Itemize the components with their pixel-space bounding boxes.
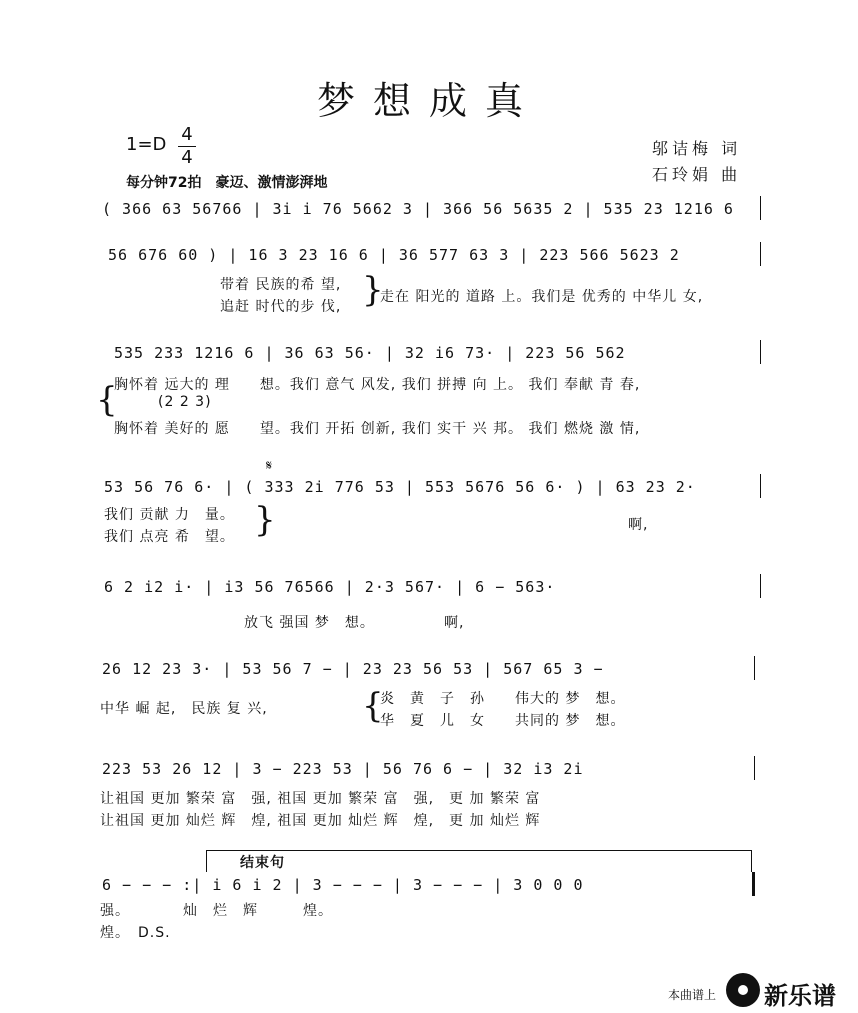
lyric-line-2-verse-1: 带着 民族的希 望, bbox=[220, 277, 342, 293]
lyric-line-6-verse-1: 炎 黄 子 孙 伟大的 梦 想。 bbox=[380, 691, 626, 707]
verse-brace: } bbox=[254, 500, 276, 540]
footer-caption: 本曲谱上 bbox=[668, 988, 717, 1002]
key-signature: 1=D bbox=[126, 134, 167, 155]
barline bbox=[754, 656, 755, 680]
lyric-line-2-verse-2: 追赶 时代的步 伐, bbox=[220, 299, 342, 315]
lyric-line-6-verse-2: 华 夏 儿 女 共同的 梦 想。 bbox=[380, 713, 626, 729]
lyricist-credit: 邬诘梅 词 bbox=[652, 139, 742, 158]
lyric-line-4-verse-2: 我们 点亮 希 望。 bbox=[104, 529, 235, 545]
lyric-line-3-alt-notes: (2 2 3) bbox=[158, 394, 212, 410]
lyric-line-6-main: 中华 崛 起, 民族 复 兴, bbox=[100, 701, 268, 717]
ending-label: 结束句 bbox=[240, 855, 285, 871]
lyric-line-4-ah: 啊, bbox=[628, 517, 649, 533]
lyric-line-7-verse-1: 让祖国 更加 繁荣 富 强, 祖国 更加 繁荣 富 强, 更 加 繁荣 富 bbox=[100, 791, 541, 807]
verse-brace: { bbox=[96, 380, 118, 420]
lyric-line-5-main: 放飞 强国 梦 想。 bbox=[244, 615, 375, 631]
lyric-line-3-verse-2: 胸怀着 美好的 愿 望。我们 开拓 创新, 我们 实干 兴 邦。 我们 燃烧 激 情, bbox=[114, 421, 641, 437]
barline bbox=[760, 196, 761, 220]
final-barline bbox=[752, 872, 755, 896]
ending-bracket-top bbox=[206, 850, 752, 851]
ending-bracket-left bbox=[206, 850, 207, 872]
vinyl-record-icon bbox=[726, 973, 760, 1007]
lyric-line-8-verse-1: 强。 灿 烂 辉 煌。 bbox=[100, 903, 333, 919]
verse-brace: { bbox=[362, 686, 384, 726]
barline bbox=[760, 242, 761, 266]
ending-bracket-right bbox=[751, 850, 752, 872]
notation-line-5: 6 2 i2 i· | i3 56 76566 | 2·3 567· | 6 − 563· bbox=[104, 578, 556, 596]
tempo-marking: 每分钟72拍 豪迈、激情澎湃地 bbox=[126, 175, 328, 191]
lyric-line-4-verse-1: 我们 贡献 力 量。 bbox=[104, 507, 235, 523]
notation-line-1: ( 366 63 56766 | 3i i 76 5662 3 | 366 56 5635 2 | 535 23 1216 6 bbox=[102, 200, 734, 218]
notation-line-6: 26 12 23 3· | 53 56 7 − | 23 23 56 53 | 567 65 3 − bbox=[102, 660, 604, 678]
notation-line-3: 535 233 1216 6 | 36 63 56· | 32 i6 73· | 223 56 562 bbox=[114, 344, 626, 362]
composer-credit: 石玲娟 曲 bbox=[652, 165, 742, 184]
verse-brace: } bbox=[362, 270, 384, 310]
notation-line-4: 53 56 76 6· | ( 333 2i 776 53 | 553 5676 56 6· ) | 63 23 2· bbox=[104, 478, 696, 496]
barline bbox=[760, 474, 761, 498]
time-signature-bottom: 4 bbox=[178, 146, 196, 169]
lyric-line-5-ah: 啊, bbox=[444, 615, 465, 631]
notation-line-7: 223 53 26 12 | 3 − 223 53 | 56 76 6 − | 32 i3 2i bbox=[102, 760, 584, 778]
lyric-line-2-shared: 走在 阳光的 道路 上。我们是 优秀的 中华儿 女, bbox=[380, 289, 704, 305]
notation-line-2: 56 676 60 ) | 16 3 23 16 6 | 36 577 63 3 | 223 566 5623 2 bbox=[108, 246, 680, 264]
segno-sign: 𝄋 bbox=[266, 458, 273, 474]
barline bbox=[754, 756, 755, 780]
lyric-line-7-verse-2: 让祖国 更加 灿烂 辉 煌, 祖国 更加 灿烂 辉 煌, 更 加 灿烂 辉 bbox=[100, 813, 541, 829]
barline bbox=[760, 574, 761, 598]
time-signature bbox=[178, 124, 196, 169]
song-title: 梦想成真 bbox=[316, 79, 541, 123]
barline bbox=[760, 340, 761, 364]
brand-logo-text: 新乐谱 bbox=[764, 982, 836, 1010]
lyric-line-8-verse-2: 煌。 D.S. bbox=[100, 925, 171, 941]
lyric-line-3-verse-1: 胸怀着 远大的 理 想。我们 意气 风发, 我们 拼搏 向 上。 我们 奉献 青 春, bbox=[114, 377, 641, 393]
time-signature-top: 4 bbox=[181, 124, 193, 145]
notation-line-8: 6 − − − :| i 6 i 2 | 3 − − − | 3 − − − | 3 0 0 0 bbox=[102, 876, 584, 894]
